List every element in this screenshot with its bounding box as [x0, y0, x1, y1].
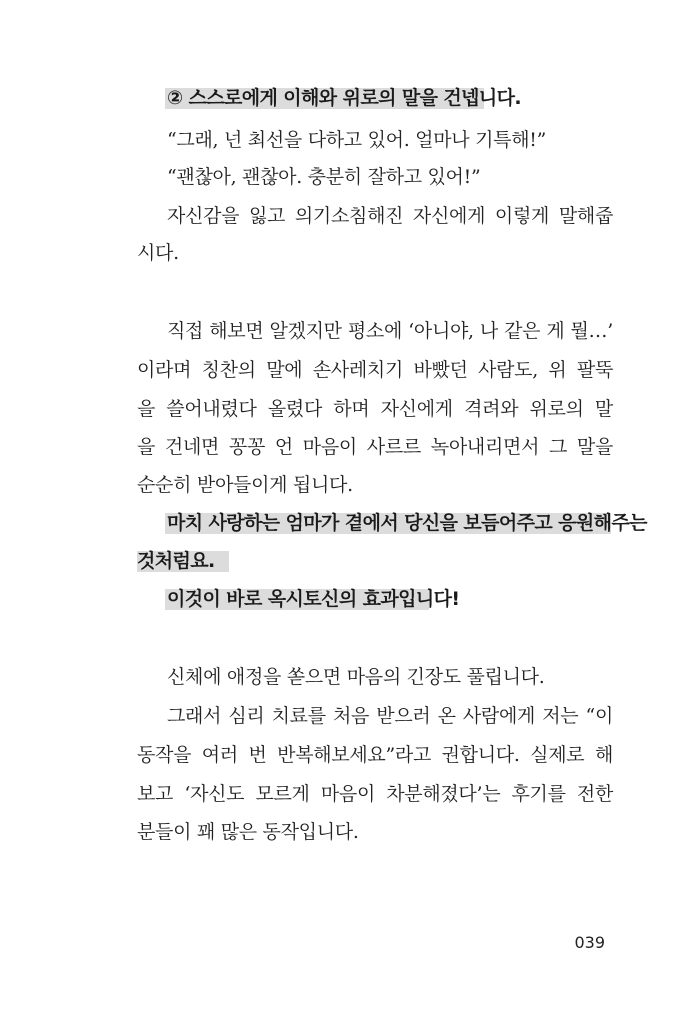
body-line: 그래서 심리 치료를 처음 받으러 온 사람에게 저는 “이 [167, 705, 613, 727]
body-line: 순순히 받아들이게 됩니다. [137, 474, 353, 496]
emphasis-line: 마치 사랑하는 엄마가 곁에서 당신을 보듬어주고 응원해주는 [167, 512, 647, 534]
quote-line: “괜찮아, 괜찮아. 충분히 잘하고 있어!” [167, 166, 481, 188]
body-line: 동작을 여러 번 반복해보세요”라고 권합니다. 실제로 해 [137, 744, 613, 766]
page-number: 039 [574, 933, 605, 952]
body-line: 을 건네면 꽁꽁 언 마음이 사르르 녹아내리면서 그 말을 [137, 436, 613, 458]
body-line: 이라며 칭찬의 말에 손사레치기 바빴던 사람도, 위 팔뚝 [137, 359, 613, 381]
body-line: 자신감을 잃고 의기소침해진 자신에게 이렇게 말해줍 [167, 205, 613, 227]
emphasis-line: 것처럼요. [137, 550, 215, 572]
body-line: 을 쓸어내렸다 올렸다 하며 자신에게 격려와 위로의 말 [137, 398, 613, 420]
body-line: 신체에 애정을 쏟으면 마음의 긴장도 풀립니다. [167, 666, 545, 688]
quote-line: “그래, 넌 최선을 다하고 있어. 얼마나 기특해!” [167, 129, 546, 151]
body-line: 시다. [137, 242, 179, 264]
body-line: 분들이 꽤 많은 동작입니다. [137, 821, 359, 843]
emphasis-line: 이것이 바로 옥시토신의 효과입니다! [167, 588, 460, 610]
section-heading: ② 스스로에게 이해와 위로의 말을 건넵니다. [167, 87, 521, 109]
body-line: 보고 ‘자신도 모르게 마음이 차분해졌다’는 후기를 전한 [137, 783, 613, 805]
body-line: 직접 해보면 알겠지만 평소에 ‘아니야, 나 같은 게 뭘…’ [167, 320, 613, 342]
